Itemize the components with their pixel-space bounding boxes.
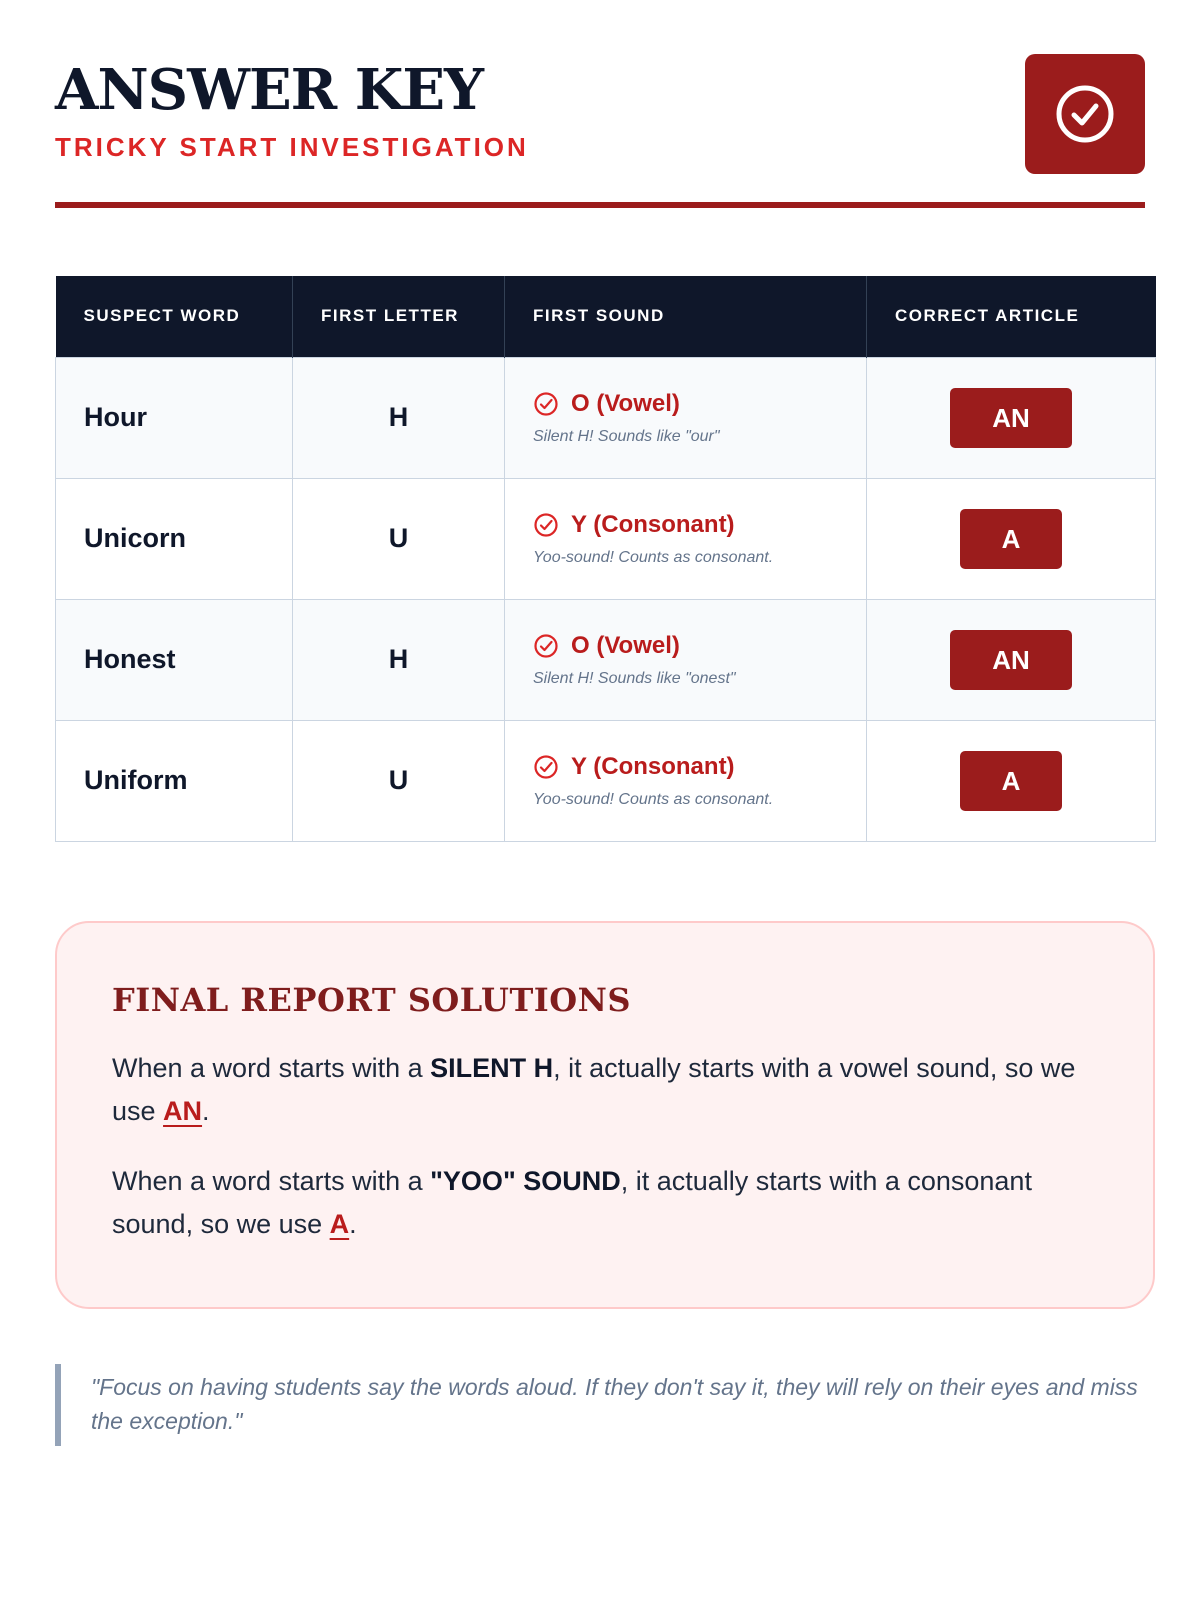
table-row — [56, 599, 1156, 720]
column-header-first-letter: FIRST LETTER — [293, 276, 505, 357]
suspect-word-cell: Hour — [56, 357, 293, 478]
suspect-word-cell: Honest — [56, 599, 293, 720]
article-highlight: A — [329, 1209, 350, 1239]
answer-table — [55, 276, 1156, 842]
correct-article-cell — [867, 599, 1156, 720]
sound-note: Silent H! Sounds like "onest" — [533, 669, 736, 687]
sound-label: O (Vowel) — [571, 389, 680, 417]
article-badge: A — [960, 751, 1062, 811]
check-badge — [1025, 54, 1145, 174]
sound-note: Yoo-sound! Counts as consonant. — [533, 548, 774, 566]
sound-main — [533, 753, 866, 781]
correct-article-cell — [867, 478, 1156, 599]
first-sound-cell — [505, 599, 867, 720]
check-circle-icon — [533, 391, 559, 417]
sound-note: Yoo-sound! Counts as consonant. — [533, 790, 774, 808]
text-segment: When a word starts with a — [112, 1053, 431, 1083]
sound-main — [533, 390, 866, 418]
article-badge: AN — [950, 630, 1072, 690]
first-letter-cell: H — [293, 599, 505, 720]
first-letter-cell: U — [293, 720, 505, 841]
first-sound-cell — [505, 720, 867, 841]
table-row — [56, 357, 1156, 478]
bold-term: "YOO" SOUND — [430, 1166, 621, 1196]
solution-paragraph-silent-h — [112, 1047, 1098, 1133]
column-header-suspect-word: SUSPECT WORD — [56, 276, 293, 357]
sound-main — [533, 632, 866, 660]
text-segment: , it actually starts with a consonant sound, so we use — [112, 1166, 1032, 1239]
sound-label: Y (Consonant) — [571, 510, 735, 538]
check-circle-icon — [533, 633, 559, 659]
sound-note: Silent H! Sounds like "our" — [533, 427, 720, 445]
text-segment: , it actually starts with a vowel sound, so we use — [112, 1053, 1076, 1126]
article-badge: A — [960, 509, 1062, 569]
solutions-title: FINAL REPORT SOLUTIONS — [112, 981, 631, 1019]
check-circle-icon — [1053, 82, 1117, 146]
page-header — [55, 0, 1145, 208]
table-header-row — [56, 276, 1156, 357]
page-subtitle: TRICKY START INVESTIGATION — [55, 132, 529, 162]
text-segment: When a word starts with a — [112, 1166, 431, 1196]
first-sound-cell — [505, 478, 867, 599]
final-report-solutions-box — [55, 921, 1155, 1309]
column-header-first-sound: FIRST SOUND — [505, 276, 867, 357]
answer-table-wrapper — [55, 276, 1155, 842]
sound-label: O (Vowel) — [571, 631, 680, 659]
suspect-word-cell: Unicorn — [56, 478, 293, 599]
sound-label: Y (Consonant) — [571, 752, 735, 780]
column-header-correct-article: CORRECT ARTICLE — [867, 276, 1156, 357]
solution-paragraph-yoo-sound — [112, 1160, 1098, 1246]
check-circle-icon — [533, 512, 559, 538]
suspect-word-cell: Uniform — [56, 720, 293, 841]
article-highlight: AN — [163, 1096, 203, 1126]
check-circle-icon — [533, 754, 559, 780]
article-badge: AN — [950, 388, 1072, 448]
bold-term: SILENT H — [430, 1053, 554, 1083]
text-segment: . — [202, 1096, 210, 1126]
table-row — [56, 720, 1156, 841]
sound-main — [533, 511, 866, 539]
text-segment: . — [349, 1209, 357, 1239]
first-letter-cell: U — [293, 478, 505, 599]
correct-article-cell — [867, 357, 1156, 478]
page-title: ANSWER KEY — [55, 57, 484, 123]
table-row — [56, 478, 1156, 599]
correct-article-cell — [867, 720, 1156, 841]
first-letter-cell: H — [293, 357, 505, 478]
first-sound-cell — [505, 357, 867, 478]
teacher-tip-quote: "Focus on having students say the words aloud. If they don't say it, they will rely on their eyes and miss the exception." — [55, 1364, 1155, 1446]
